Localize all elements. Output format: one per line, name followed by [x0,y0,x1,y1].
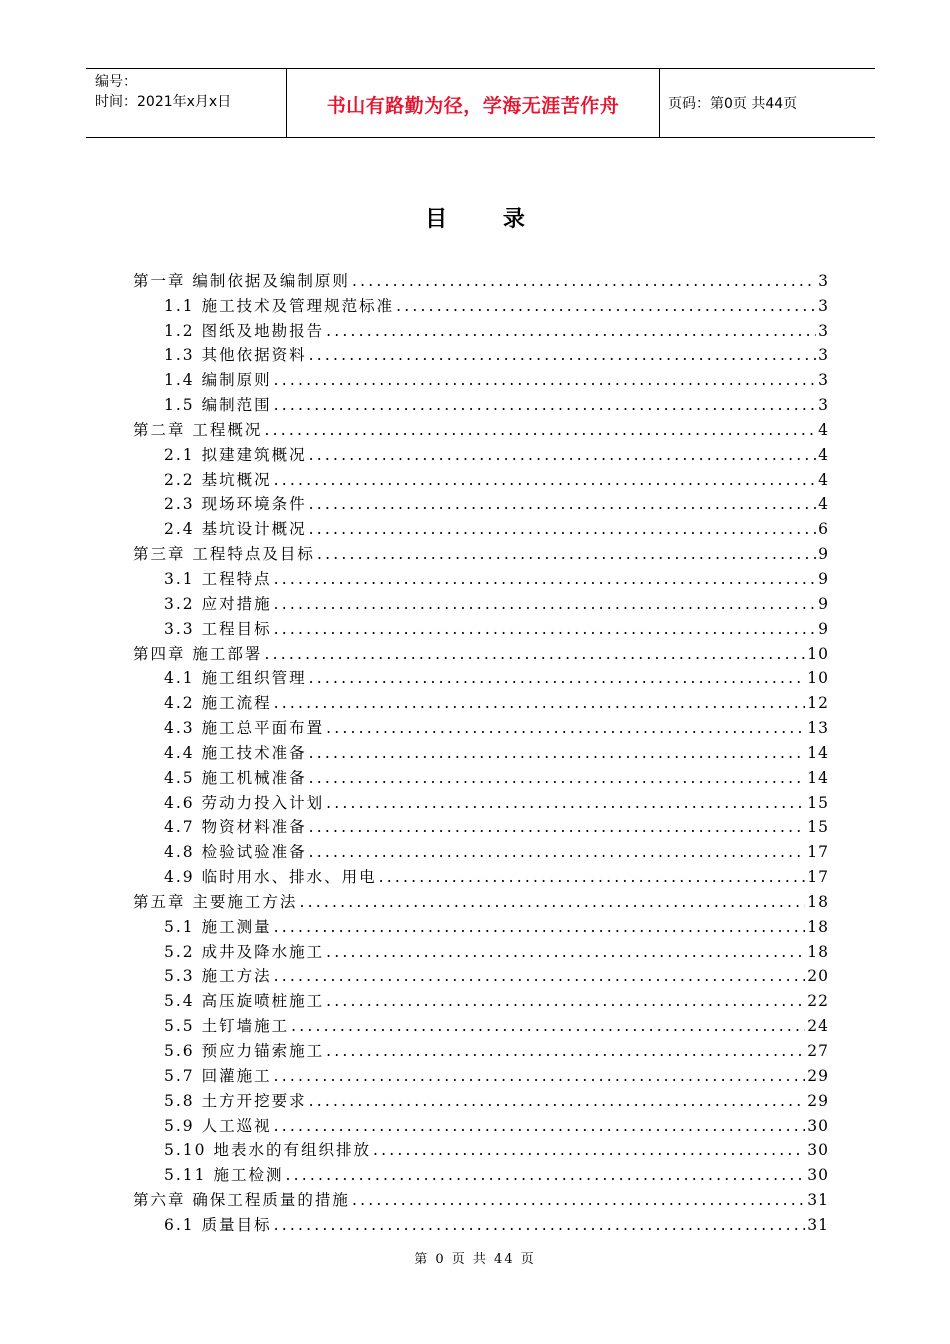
toc-section-entry[interactable] [133,986,829,1011]
toc-dot-leader [379,867,806,887]
toc-entry-label: 第三章 工程特点及目标 [133,545,315,564]
toc-dot-leader [299,892,805,912]
toc-section-entry[interactable] [133,1136,829,1161]
toc-section-entry[interactable] [133,862,829,887]
toc-entry-label: 3.1 工程特点 [164,569,272,588]
toc-dot-leader [309,519,817,539]
toc-dot-leader [326,942,805,962]
toc-section-entry[interactable] [133,1061,829,1086]
toc-entry-page: 27 [807,1042,829,1060]
toc-dot-leader [326,991,805,1011]
toc-dot-leader [352,1190,805,1210]
toc-dot-leader [309,768,806,788]
toc-entry-label: 2.4 基坑设计概况 [164,520,307,539]
toc-entry-page: 15 [807,793,829,812]
toc-dot-leader [309,1091,806,1111]
header-motto-cell [286,69,660,137]
toc-entry-page: 29 [807,1066,829,1085]
toc-section-entry[interactable] [133,664,829,689]
toc-entry-page: 24 [807,1017,829,1036]
toc-section-entry[interactable] [133,738,829,763]
toc-entry-page: 4 [818,495,829,514]
toc-chapter-entry[interactable] [133,415,829,440]
toc-dot-leader [326,1041,805,1061]
toc-entry-label: 4.3 施工总平面布置 [164,719,325,738]
toc-entry-label: 1.3 其他依据资料 [164,346,307,365]
toc-entry-page: 4 [818,470,829,489]
toc-dot-leader [309,668,806,688]
toc-section-entry[interactable] [133,440,829,465]
toc-section-entry[interactable] [133,490,829,515]
toc-dot-leader [274,594,817,614]
toc-entry-page: 17 [807,843,829,862]
toc-entry-page: 3 [818,396,829,415]
toc-entry-label: 第二章 工程概况 [133,420,263,439]
toc-dot-leader [274,693,806,713]
toc-dot-leader [309,445,817,465]
toc-entry-label: 5.6 预应力锚索施工 [164,1042,325,1060]
toc-section-entry[interactable] [133,390,829,415]
toc-entry-label: 5.9 人工巡视 [164,1116,272,1135]
toc-section-entry[interactable] [133,763,829,788]
toc-chapter-entry[interactable] [133,639,829,664]
toc-section-entry[interactable] [133,614,829,639]
toc-entry-label: 1.2 图纸及地勘报告 [164,321,325,340]
toc-section-entry[interactable] [133,813,829,838]
header-info-cell [86,69,286,137]
toc-entry-label: 2.1 拟建建筑概况 [164,445,307,464]
document-time-label: 时间：2021年x月x日 [95,94,232,110]
header-page-code: 页码：第0页 共44页 [668,96,798,112]
toc-entry-page: 31 [807,1191,829,1210]
toc-entry-page: 4 [818,445,829,464]
toc-section-entry[interactable] [133,937,829,962]
toc-dot-leader [264,644,805,664]
toc-dot-leader [274,1066,806,1086]
toc-section-entry[interactable] [133,1160,829,1185]
toc-entry-label: 4.2 施工流程 [164,694,272,713]
toc-dot-leader [285,1165,805,1185]
toc-section-entry[interactable] [133,589,829,614]
toc-section-entry[interactable] [133,1086,829,1111]
toc-entry-label: 4.8 检验试验准备 [164,843,307,862]
toc-entry-page: 3 [818,296,829,315]
toc-dot-leader [274,1215,806,1235]
toc-entry-label: 5.5 土钉墙施工 [164,1017,290,1036]
toc-entry-page: 14 [807,743,829,762]
toc-entry-label: 4.6 劳动力投入计划 [164,793,325,812]
toc-entry-page: 18 [807,942,829,961]
toc-section-entry[interactable] [133,341,829,366]
toc-dot-leader [326,793,805,813]
toc-entry-label: 第一章 编制依据及编制原则 [133,271,350,290]
toc-entry-page: 30 [807,1166,829,1185]
page-header [86,68,875,138]
toc-entry-page: 3 [818,271,829,290]
toc-entry-page: 9 [818,594,829,613]
toc-dot-leader [274,966,806,986]
toc-dot-leader [274,619,817,639]
toc-entry-page: 22 [807,992,829,1011]
toc-dot-leader [326,321,816,341]
toc-section-entry[interactable] [133,465,829,490]
toc-chapter-entry[interactable] [133,887,829,912]
toc-entry-label: 1.5 编制范围 [164,396,272,415]
toc-entry-label: 第五章 主要施工方法 [133,892,298,911]
toc-dot-leader [352,271,816,291]
toc-entry-label: 5.8 土方开挖要求 [164,1091,307,1110]
toc-entry-page: 15 [807,818,829,837]
toc-entry-label: 1.1 施工技术及管理规范标准 [164,296,395,315]
toc-entry-page: 12 [807,694,829,713]
toc-entry-page: 13 [807,719,829,738]
toc-dot-leader [274,1116,806,1136]
toc-dot-leader [309,743,806,763]
toc-entry-page: 3 [818,346,829,365]
header-motto: 书山有路勤为径，学海无涯苦作舟 [326,95,620,117]
toc-entry-label: 5.1 施工测量 [164,917,272,936]
toc-dot-leader [274,917,806,937]
toc-section-entry[interactable] [133,1011,829,1036]
toc-entry-page: 10 [807,644,829,663]
toc-entry-page: 30 [807,1116,829,1135]
table-of-contents [133,266,829,1235]
toc-entry-page: 3 [818,321,829,340]
toc-section-entry[interactable] [133,291,829,316]
toc-entry-label: 5.10 地表水的有组织排放 [164,1141,371,1160]
toc-dot-leader [317,544,816,564]
toc-dot-leader [274,395,817,415]
toc-section-entry[interactable] [133,365,829,390]
toc-entry-label: 2.3 现场环境条件 [164,495,307,514]
toc-entry-label: 3.2 应对措施 [164,594,272,613]
toc-dot-leader [291,1016,805,1036]
toc-entry-page: 10 [807,669,829,688]
toc-entry-label: 4.9 临时用水、排水、用电 [164,868,377,887]
toc-chapter-entry[interactable] [133,1185,829,1210]
toc-entry-page: 9 [818,569,829,588]
toc-entry-label: 2.2 基坑概况 [164,470,272,489]
toc-entry-label: 4.5 施工机械准备 [164,768,307,787]
page-footer: 第 0 页 共 44 页 [414,1252,536,1267]
toc-entry-label: 5.3 施工方法 [164,967,272,986]
toc-entry-label: 第六章 确保工程质量的措施 [133,1191,350,1210]
toc-dot-leader [274,370,817,390]
header-page-cell [659,69,875,137]
toc-section-entry[interactable] [133,713,829,738]
toc-chapter-entry[interactable] [133,266,829,291]
toc-section-entry[interactable] [133,962,829,987]
toc-entry-page: 9 [818,619,829,638]
document-number-label: 编号： [95,74,137,90]
toc-entry-label: 5.4 高压旋喷桩施工 [164,992,325,1011]
toc-entry-page: 29 [807,1091,829,1110]
toc-dot-leader [373,1140,805,1160]
toc-entry-page: 14 [807,768,829,787]
toc-section-entry[interactable] [133,788,829,813]
toc-section-entry[interactable] [133,564,829,589]
toc-entry-label: 5.11 施工检测 [164,1166,284,1185]
toc-dot-leader [396,296,816,316]
toc-section-entry[interactable] [133,316,829,341]
toc-entry-page: 6 [818,520,829,539]
toc-entry-label: 4.1 施工组织管理 [164,669,307,688]
toc-dot-leader [309,842,806,862]
toc-dot-leader [309,494,817,514]
toc-entry-label: 第四章 施工部署 [133,644,263,663]
toc-dot-leader [309,345,817,365]
toc-entry-page: 18 [807,892,829,911]
toc-entry-page: 17 [807,868,829,887]
toc-entry-label: 6.1 质量目标 [164,1215,272,1234]
toc-entry-page: 4 [818,420,829,439]
toc-entry-page: 31 [807,1215,829,1234]
toc-entry-page: 3 [818,371,829,390]
toc-section-entry[interactable] [133,1210,829,1235]
toc-entry-page: 20 [807,967,829,986]
toc-entry-label: 5.7 回灌施工 [164,1066,272,1085]
toc-title: 目 录 [425,207,549,232]
toc-section-entry[interactable] [133,912,829,937]
toc-section-entry[interactable] [133,837,829,862]
toc-section-entry[interactable] [133,1111,829,1136]
toc-entry-page: 9 [818,545,829,564]
toc-entry-label: 5.2 成井及降水施工 [164,942,325,961]
toc-chapter-entry[interactable] [133,539,829,564]
toc-dot-leader [274,470,817,490]
toc-entry-page: 18 [807,917,829,936]
toc-dot-leader [274,569,817,589]
toc-section-entry[interactable] [133,514,829,539]
toc-dot-leader [326,718,805,738]
toc-entry-label: 4.7 物资材料准备 [164,818,307,837]
toc-dot-leader [309,817,806,837]
toc-entry-page: 30 [807,1141,829,1160]
toc-entry-label: 3.3 工程目标 [164,619,272,638]
toc-section-entry[interactable] [133,1036,829,1061]
toc-dot-leader [264,420,816,440]
toc-entry-label: 4.4 施工技术准备 [164,743,307,762]
toc-section-entry[interactable] [133,688,829,713]
toc-entry-label: 1.4 编制原则 [164,371,272,390]
